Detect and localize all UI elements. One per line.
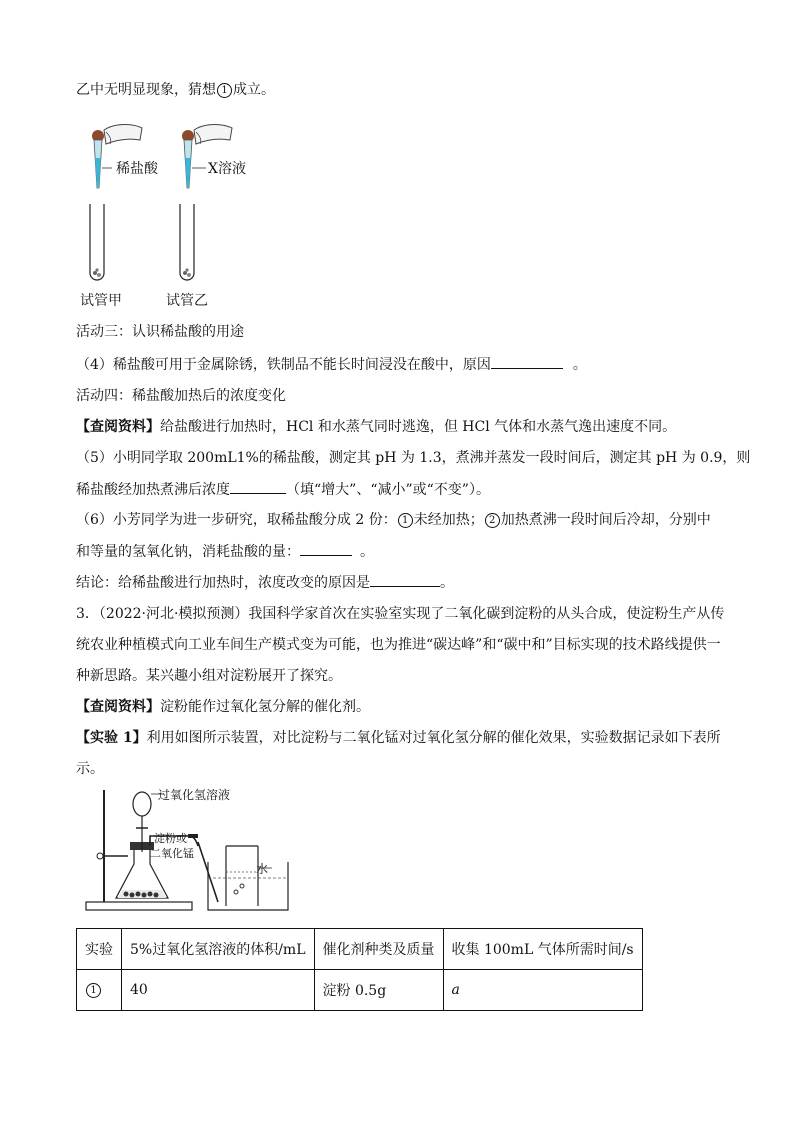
flask-label: 二氧化锰	[150, 847, 194, 860]
text: 。	[360, 544, 374, 560]
tag: 【查阅资料】	[76, 699, 160, 715]
answer-blank	[370, 572, 440, 587]
circled-number: 1	[398, 513, 413, 528]
question-6	[76, 510, 711, 530]
text: 给盐酸进行加热时，HCl 和水蒸气同时逃逸，但 HCl 气体和水蒸气逸出速度不同。	[160, 419, 677, 435]
text: 。	[572, 357, 587, 373]
question-5	[76, 479, 490, 500]
text: （填“增大”、“减小”或“不变”）。	[286, 482, 490, 498]
question-4	[76, 354, 587, 375]
funnel-label: 过氧化氢溶液	[158, 788, 231, 802]
text: 加热煮沸一段时间后冷却，分别中	[500, 512, 711, 528]
text: 成立。	[233, 82, 275, 98]
tag: 【实验 1】	[76, 730, 147, 746]
experiment-1	[76, 728, 721, 748]
dropper-label: X溶液	[208, 161, 246, 177]
flask-label: 淀粉或	[154, 832, 187, 845]
table-row	[77, 970, 643, 1011]
table-cell: a	[443, 970, 642, 1011]
text: （4）稀盐酸可用于金属除锈，铁制品不能长时间浸没在酸中，原因	[76, 357, 491, 373]
circled-number: 1	[217, 83, 232, 98]
conclusion	[76, 572, 454, 593]
table-header: 收集 100mL 气体所需时间/s	[443, 929, 642, 970]
table-header: 实验	[77, 929, 122, 970]
answer-blank	[300, 541, 352, 556]
table-cell	[77, 970, 122, 1011]
experiment-1: 示。	[76, 761, 104, 777]
reference-note	[76, 417, 676, 437]
table-header: 5%过氧化氢溶液的体积/mL	[122, 929, 315, 970]
text: 和等量的氢氧化钠，消耗盐酸的量：	[76, 544, 300, 560]
text: 稀盐酸经加热煮沸后浓度	[76, 482, 230, 498]
question-3: 3．（2022·河北·模拟预测）我国科学家首次在实验室实现了二氧化碳到淀粉的从头合成，使淀粉生产从传	[76, 606, 725, 622]
tube-label: 试管乙	[166, 293, 208, 309]
section-heading: 活动三：认识稀盐酸的用途	[76, 324, 244, 340]
text: 利用如图所示装置，对比淀粉与二氧化锰对过氧化氢分解的催化效果，实验数据记录如下表所	[146, 730, 721, 746]
text: 乙中无明显现象，猜想	[76, 82, 216, 98]
text: 结论：给稀盐酸进行加热时，浓度改变的原因是	[76, 575, 370, 591]
table-header-row	[77, 929, 643, 970]
tube-label: 试管甲	[80, 293, 122, 309]
text: 未经加热；	[413, 512, 484, 528]
answer-blank	[230, 479, 286, 494]
question-5: （5）小明同学取 200mL1%的稀盐酸，测定其 pH 为 1.3，煮沸并蒸发一段时间后，测定其 pH 为 0.9，则	[76, 450, 751, 466]
data-table	[76, 928, 643, 1011]
water-label: 水	[256, 862, 269, 876]
text: 。	[440, 575, 454, 591]
test-tube-figure	[76, 118, 276, 318]
circled-number: 2	[485, 513, 500, 528]
circled-number: 1	[86, 983, 101, 998]
text-line	[76, 80, 275, 100]
question-3: 种新思路。某兴趣小组对淀粉展开了探究。	[76, 668, 342, 684]
dropper-label: 稀盐酸	[116, 161, 158, 177]
question-6	[76, 541, 374, 562]
tag: 【查阅资料】	[76, 419, 160, 435]
table-cell: 淀粉 0.5g	[314, 970, 443, 1011]
reference-note	[76, 697, 370, 717]
table-cell: 40	[122, 970, 315, 1011]
table-header: 催化剂种类及质量	[314, 929, 443, 970]
question-3: 统农业种植模式向工业车间生产模式变为可能，也为推进“碳达峰”和“碳中和”目标实现的技术路线提供一	[76, 637, 721, 653]
section-heading: 活动四：稀盐酸加热后的浓度变化	[76, 388, 286, 404]
text: 淀粉能作过氧化氢分解的催化剂。	[160, 699, 370, 715]
answer-blank	[491, 354, 563, 369]
text: （6）小芳同学为进一步研究，取稀盐酸分成 2 份：	[76, 512, 397, 528]
